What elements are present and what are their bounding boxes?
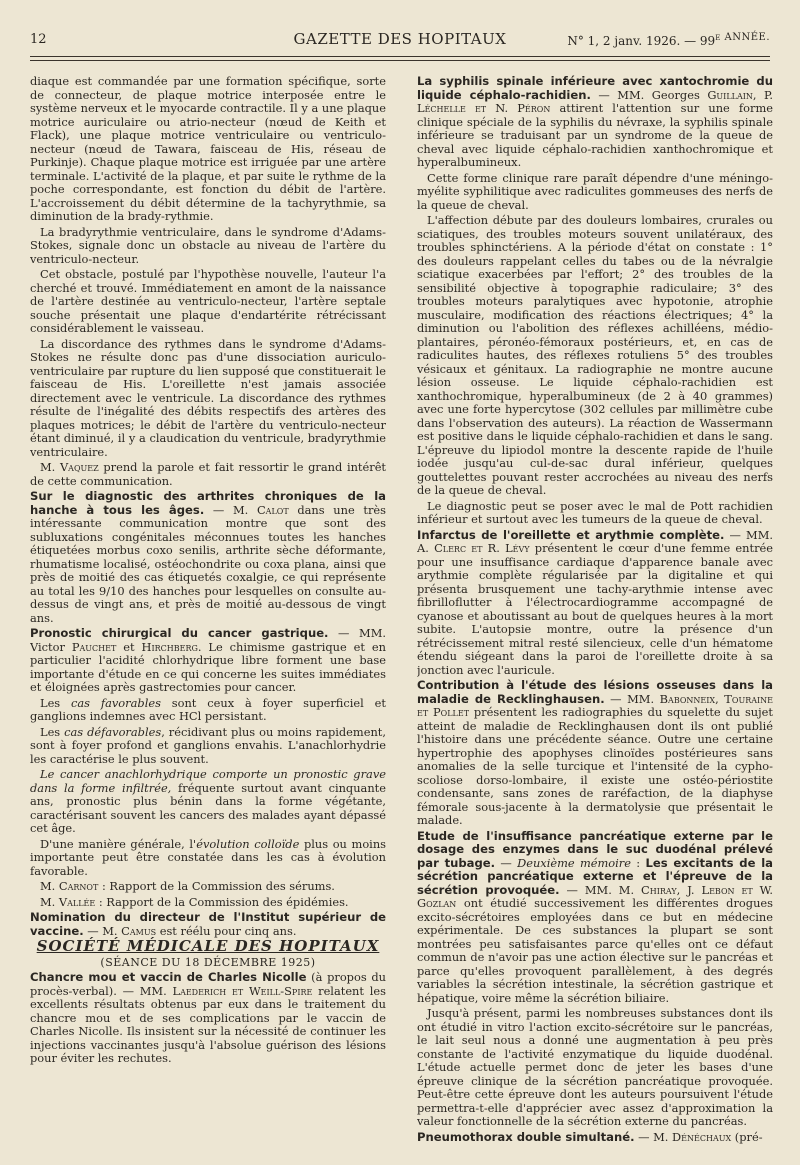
separator: — MM. A. [417,527,773,555]
journal-title: GAZETTE DES HOPITAUX [293,30,507,48]
paragraph [30,726,386,767]
author-name: Babonneix, Touraine et Pollet [417,691,773,719]
separator: — MM. Victor [30,626,386,654]
text: Les [40,724,65,739]
separator: — MM. M. [559,882,642,897]
separator: : [630,855,646,870]
italic-text: Le cancer anachlorhydrique comporte un pronostic grave dans la forme infiltrée, [30,767,386,795]
separator: — MM. Georges [590,87,708,102]
article-title: Etude de l'insuffisance pancréatique externe par le dosage des enzymes dans le suc duodénal prélevé par tubage. [417,828,773,870]
italic-text: Deuxième mémoire [517,855,631,870]
author-name: Chiray, J. Lebon et W. Gozlan [417,882,773,910]
italic-text: cas favorables [71,695,161,710]
article-text: (pré- [731,1129,763,1144]
article-title: Chancre mou et vaccin de Charles Nicolle [30,970,307,984]
article-title: Sur le diagnostic des arthrites chroniques de la hanche à tous les âges. [30,489,386,517]
separator: — M. [634,1129,673,1144]
paragraph-text: prend la parole et fait ressortir le grand intérêt de cette communication. [30,460,386,488]
paragraph: Jusqu'à présent, parmi les nombreuses substances dont ils ont étudié in vitro l'action excito-sécrétoire sur le pancréas, le lait seul nous a donné une augmentation à peu près constante de l'activité enzymatique du liquide duodénal. L'étude actuelle permet donc de jeter les bases d'une épreuve clinique de la sécrétion pancréatique provoquée. Peut-être cette épreuve dont les auteurs poursuivent l'étude permettra-t-elle d'apprécier avec assez d'approximation la valeur fonctionnelle de la sécrétion externe du pancréas. [417,1006,773,1128]
separator: — M. [83,923,122,938]
separator: — MM. [604,691,660,706]
report-carnot [30,880,386,894]
author-name: Camus [121,923,157,938]
paragraph [30,768,386,836]
issue-annee: e ANNÉE. [715,32,770,43]
article-text: attirent l'attention sur une forme clinique spéciale de la syphilis du névraxe, la syphilis spinale inférieure se traduisant par un syndrome de la queue de cheval avec liquide céphalo-rachidien xanthochromique et hyperalbumineux. [417,101,773,169]
paragraph: diaque est commandée par une formation spécifique, sorte de connecteur, de plaque motrice interposée entre le système nerveux et le myocarde contractile. Il y a une plaque motrice auriculaire ou atrio-necteur (nœud de Keith et Flack), une plaque motrice ventriculaire ou ventriculo-necteur (nœud de Tawara, faisceau de His, réseau de Purkinje). Chaque plaque motrice est irriguée par une artère terminale. L'activité de la plaque, et par suite le rythme de la poche correspondante, est fonction du débit de l'artère. L'accroissement du débit détermine de la tachyrythmie, sa diminution de la brady-rythmie. [30,75,386,223]
article-syphilis-spinale [417,75,773,170]
article-title: Pronostic chirurgical du cancer gastrique. [30,626,329,640]
paragraph: Le diagnostic peut se poser avec le mal de Pott rachidien inférieur et surtout avec les tumeurs de la queue de cheval. [417,498,773,526]
text: : Rapport de la Commission des épidémies. [95,894,349,909]
society-heading: SOCIÉTÉ MÉDICALE DES HOPITAUX [36,937,380,955]
header-rule-thin [30,60,770,61]
author-name: M. Carnot [40,879,99,893]
article-cancer-gastrique [30,627,386,695]
page-number: 12 [30,32,47,47]
article-recklinghausen [417,679,773,828]
right-column [417,75,773,1150]
article-text: dans une très intéressante communication montre que sont des subluxations congénitales méconnues toutes les hanches étiquetées morbus coxo senilis, arthrite sèche déformante, rhumatisme localisé, ostéochondrite ou coxa plana, ainsi que près de moitié des cas étiquetés coxalgie, ce qui représente au total les 9/10 des hanches pour lesquelles on consulte au-dessus de vingt ans, et près de moitié au-dessous de vingt ans. [30,502,386,625]
article-title: Nomination du directeur de l'Institut supérieur de vaccine. [30,910,386,938]
article-text: ont étudié successivement les différentes drogues excito-sécrétoires employées dans ce but en médecine expérimentale. De ces substances la plupart se sont montrées peu satisfaisantes parce qu'elles ont ce défaut commun de n'avoir pas une action élective sur le pancréas et parce qu'elles provoquent parallèlement, à des degrés variables la sécrétion intestinale, la sécrétion gastrique et hépatique, voire même la sécrétion biliaire. [417,896,773,1005]
author-name: Pauchet [71,639,117,654]
article-text: . Le chimisme gastrique et en particulier l'acidité chlorhydrique libre forment une base importante d'étude en ce qui concerne les suites immédiates et éloignées après gastrectomies pour cancer. [30,639,386,694]
author-name: Hirchberg [141,639,198,654]
author-name: Clerc et R. Lévy [434,541,530,555]
article-hanche [30,490,386,625]
text: D'une manière générale, l' [40,836,197,851]
text: sont ceux à foyer superficiel et ganglions indemnes avec HCl persistant. [30,695,386,723]
article-title: La syphilis spinale inférieure avec xantochromie du liquide céphalo-rachidien. [417,75,773,102]
article-pneumothorax [417,1131,773,1145]
article-title: Infarctus de l'oreillette et arythmie complète. [417,527,725,542]
author-name: M. Vaquez [40,460,99,474]
italic-text: cas défavorables [64,724,162,739]
paragraph: Cette forme clinique rare paraît dépendre d'une méningo-myélite syphilitique avec radiculites gommeuses des nerfs de la queue de cheval. [417,170,773,212]
article-chancre-mou [30,971,386,1066]
paragraph [30,461,386,488]
article-text: présentent le cœur d'une femme entrée pour une insuffisance cardiaque d'apparence banale avec arythmie complète régularisée par la digitaline et qui présenta brusquement une tachy-arythmie intense avec fibrilloflutter à l'électrocardiogramme accompagné de cyanose et aboutissant au bout de quelques heures à la mort subite. L'autopsie montre, outre la présence d'un rétrécissement mitral resté silencieux, celle d'un hématome étendu siégeant dans la paroi de l'oreillette droite à sa jonction avec l'auricule. [417,541,773,677]
separator: (à propos du procès-verbal). — MM. [30,970,386,998]
text: : Rapport de la Commission des sérums. [98,879,335,893]
seance-date: (SÉANCE DU 18 DÉCEMBRE 1925) [100,955,316,969]
page-header [30,30,770,52]
author-name: Guillain, P. Léchelle et N. Péron [417,87,773,115]
text: fréquente surtout avant cinquante ans, pronostic plus bénin dans la forme végétante, caractérisant souvent les cancers des malades ayant dépassé cet âge. [30,780,386,835]
paragraph: L'affection débute par des douleurs lombaires, crurales ou sciatiques, des troubles moteurs souvent unilatéraux, des troubles sphinctériens. A la période d'état on constate : 1° des douleurs rappelant celles du tabes ou de la névralgie sciatique exacerbées par l'effort; 2° des troubles de la sensibilité objective à topographie radiculaire; 3° des troubles moteurs paralytiques avec hypotonie, atrophie musculaire, modification des réactions électriques; 4° la diminution ou l'abolition des réflexes achilléens, médio-plantaires, péronéo-fémoraux postérieurs, et, en cas de radiculites hautes, des réflexes rotuliens 5° des troubles vésicaux et génitaux. La radiographie ne montre aucune lésion osseuse. Le liquide céphalo-rachidien est xanthochromique, hyperalbumineux (de 2 à 40 grammes) avec une forte hypercytose (302 cellules par millimètre cube dans l'observation des auteurs). La réaction de Wassermann est positive dans le liquide céphalo-rachidien et dans le sang. L'épreuve du lipiodol montre la descente rapide de l'huile iodée jusqu'au cul-de-sac dural inférieur, quelques gouttelettes pouvant rester accrochées au niveau des nerfs de la queue de cheval. [417,213,773,497]
author-name: M. Vallée [40,894,96,909]
article-title: Contribution à l'étude des lésions osseuses dans la maladie de Recklinghausen. [417,678,773,706]
article-pancreatique [417,830,773,1006]
paragraph: Cet obstacle, postulé par l'hypothèse nouvelle, l'auteur l'a cherché et trouvé. Immédiatement en amont de la naissance de l'artère destinée au ventriculo-necteur, l'artère septale souche présentait une plaque d'endartérite rétrécissant considérablement le vaisseau. [30,267,386,335]
report-vallee [30,896,386,910]
author-name: Dénéchaux [672,1129,732,1144]
text: Les [40,695,71,710]
italic-text: évolution colloïde [196,836,300,851]
paragraph: La bradyrythmie ventriculaire, dans le syndrome d'Adams-Stokes, signale donc un obstacle au niveau de l'artère du ventriculo-necteur. [30,224,386,266]
separator: — M. [204,502,257,517]
article-text: relatent les excellents résultats obtenus par eux dans le traitement du chancre mou et de ses complications par le vaccin de Charles Nicolle. Ils insistent sur la nécessité de continuer les injections vaccinantes jusqu'à l'absolue guérison des lésions pour éviter les rechutes. [30,983,386,1065]
article-text: présentent les radiographies du squelette du sujet atteint de maladie de Recklinghausen dont ils ont publié l'histoire dans une précédente séance. Outre une certaine hypertrophie des apophyses clinoïdes postérieures sans anomalies de la selle turcique et l'intensité de la cypho-scoliose dorso-lombaire, il existe une ostéo-périostite condensante, sans zones de raréfaction, de la diaphyse fémorale sous-jacente à la dermatolysie que présentait le malade. [417,705,773,827]
left-column [30,75,386,1150]
paragraph [30,697,386,724]
header-rule-thick [30,56,770,57]
article-infarctus [417,529,773,678]
article-text: est réélu pour cinq ans. [156,923,297,938]
article-nomination [30,911,386,938]
text: plus ou moins importante peut être constatée dans les cas à évolution favorable. [30,836,386,878]
conjunction: et [116,639,142,654]
author-name: Laederich et Weill-Spire [172,983,313,998]
article-title: Pneumothorax double simultané. [417,1129,635,1144]
text: , récidivant plus ou moins rapidement, sont à foyer profond et ganglions envahis. L'anachlorhydrie les caractérise le plus souvent. [30,724,386,766]
issue-info [567,32,770,48]
separator: — [495,855,518,870]
author-name: Calot [256,502,289,517]
article-subtitle: Les excitants de la sécrétion pancréatique externe et l'épreuve de la sécrétion provoquée. [417,855,773,897]
paragraph [30,838,386,879]
issue-date: N° 1, 2 janv. 1926. — 99 [567,34,716,48]
paragraph: La discordance des rythmes dans le syndrome d'Adams-Stokes ne résulte donc pas d'une dissociation auriculo-ventriculaire par rupture du lien supposé que constituerait le faisceau de His. L'oreillette n'est jamais associée directement avec le ventricule. La discordance des rythmes résulte de l'inégalité des débits respectifs des artères des plaques motrices; le débit de l'artère du ventriculo-necteur étant diminué, il y a claudication du ventricule, bradyrythmie ventriculaire. [30,336,386,459]
